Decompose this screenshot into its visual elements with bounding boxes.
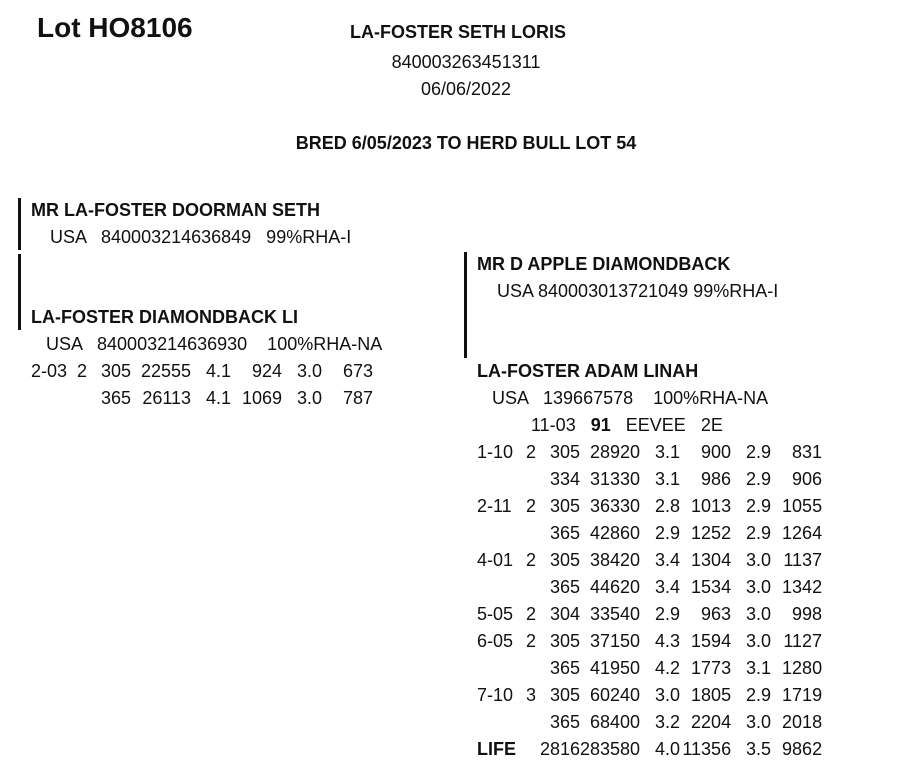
table-row: 5-05 2 304 33540 2.9 963 3.0 998	[477, 604, 823, 624]
classification-breakdown: EEVEE	[625, 415, 686, 435]
table-row: 365 68400 3.2 2204 3.0 2018	[549, 712, 823, 732]
classification-mammary: 2E	[700, 415, 723, 435]
lot-number: Lot HO8106	[37, 12, 193, 43]
classification	[531, 415, 723, 436]
maternal-grandsire-info: USA 840003013721049 99%RHA-I	[497, 281, 779, 301]
table-row: 334 31330 3.1 986 2.9 906	[549, 469, 823, 489]
dam-bracket	[18, 254, 21, 330]
table-row: 365 42860 2.9 1252 2.9 1264	[549, 523, 823, 543]
table-row: 7-10 3 305 60240 3.0 1805 2.9 1719	[477, 685, 823, 705]
sire-bracket	[18, 198, 21, 250]
animal-name: LA-FOSTER SETH LORIS	[350, 22, 566, 42]
dam-name: LA-FOSTER DIAMONDBACK LI	[31, 307, 298, 327]
maternal-granddam-records	[477, 439, 822, 763]
classification-score: 91	[590, 415, 611, 435]
sire-info: USA 840003214636849 99%RHA-I	[50, 227, 352, 247]
animal-id: 840003263451311	[391, 52, 541, 72]
table-row: 1-10 2 305 28920 3.1 900 2.9 831	[477, 442, 823, 462]
table-row: 4-01 2 305 38420 3.4 1304 3.0 1137	[477, 550, 823, 570]
sire-name: MR LA-FOSTER DOORMAN SETH	[31, 200, 320, 220]
table-row: 2-11 2 305 36330 2.8 1013 2.9 1055	[477, 496, 823, 516]
bred-info: BRED 6/05/2023 TO HERD BULL LOT 54	[295, 133, 637, 153]
classification-date: 11-03	[531, 415, 576, 435]
dam-info: USA 840003214636930 100%RHA-NA	[46, 334, 383, 354]
table-row: 6-05 2 305 37150 4.3 1594 3.0 1127	[477, 631, 823, 651]
table-row: 365 26113 4.1 1069 3.0 787	[100, 388, 374, 408]
dam-records	[31, 358, 373, 412]
maternal-bracket	[464, 252, 467, 358]
table-row: 365 41950 4.2 1773 3.1 1280	[549, 658, 823, 678]
table-row: 2-03 2 305 22555 4.1 924 3.0 673	[31, 361, 374, 381]
maternal-granddam-name: LA-FOSTER ADAM LINAH	[477, 361, 699, 381]
table-row: 365 44620 3.4 1534 3.0 1342	[549, 577, 823, 597]
maternal-grandsire-name: MR D APPLE DIAMONDBACK	[477, 254, 731, 274]
life-row: LIFE 2816 283580 4.0 11356 3.5 9862	[477, 739, 823, 759]
maternal-granddam-info: USA 139667578 100%RHA-NA	[492, 388, 769, 408]
animal-dob: 06/06/2022	[420, 79, 512, 99]
